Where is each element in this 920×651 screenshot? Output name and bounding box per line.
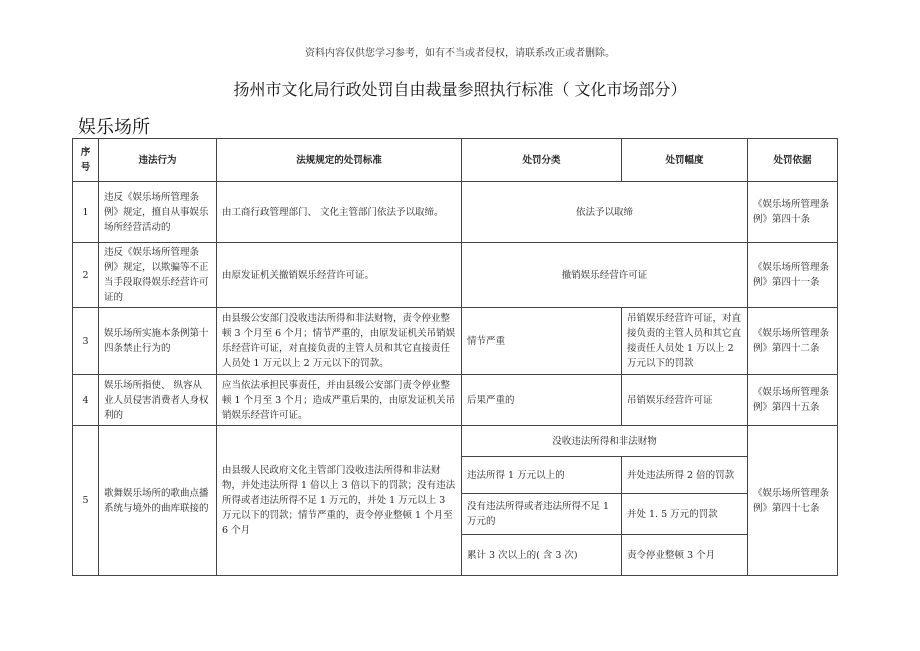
row-no: 5: [73, 426, 99, 576]
table-row: [73, 426, 838, 457]
row-standard: 由县级人民政府文化主管部门没收违法所得和非法财物，并处违法所得 1 倍以上 3 倍以下的罚款；没有违法所得或者违法所得不足 1 万元的，并处 1 万元以上 3 万元以下的罚款；情节严重的，责令停业整顿 1 个月至 6 个月: [217, 426, 462, 576]
document-title: 扬州市文化局行政处罚自由裁量参照执行标准（ 文化市场部分）: [233, 80, 687, 99]
row-category: 后果严重的: [462, 375, 622, 426]
row-standard: 由工商行政管理部门、 文化主管部门依法予以取缔。: [217, 182, 462, 243]
table-row: [73, 243, 838, 308]
row-violation: 违反《娱乐场所管理条例》规定，擅自从事娱乐场所经营活动的: [99, 182, 217, 243]
row-violation: 娱乐场所实施本条例第十四条禁止行为的: [99, 308, 217, 375]
col-header-category: 处罚分类: [462, 139, 622, 182]
row-standard: 由县级公安部门没收违法所得和非法财物，责令停业整顿 3 个月至 6 个月；情节严重的，由原发证机关吊销娱乐经营许可证，对直接负责的主管人员和其它直接责任人员处 1 万元以上 2 万元以下的罚款。: [217, 308, 462, 375]
row-penalty: 撤销娱乐经营许可证: [462, 243, 748, 308]
col-header-basis: 处罚依据: [748, 139, 838, 182]
row-range: 吊销娱乐经营许可证，对直接负责的主管人员和其它直接责任人员处 1 万以上 2 万元以下的罚款: [622, 308, 748, 375]
row-category: 情节严重: [462, 308, 622, 375]
col-header-violation: 违法行为: [99, 139, 217, 182]
disclaimer-text: 资料内容仅供您学习参考，如有不当或者侵权，请联系改正或者删除。: [305, 48, 615, 59]
row-no: 1: [73, 182, 99, 243]
col-header-no: 序号: [73, 139, 99, 182]
row-violation: 娱乐场所指使、 纵容从业人员侵害消费者人身权利的: [99, 375, 217, 426]
row-range: 吊销娱乐经营许可证: [622, 375, 748, 426]
table-row: [73, 375, 838, 426]
row-penalty: 依法予以取缔: [462, 182, 748, 243]
penalty-standards-table: [72, 138, 838, 576]
col-header-range: 处罚幅度: [622, 139, 748, 182]
table-row: [73, 308, 838, 375]
row-basis: 《娱乐场所管理条例》第四十五条: [748, 375, 838, 426]
sub-range: 并处 1. 5 万元的罚款: [622, 494, 748, 535]
row-no: 3: [73, 308, 99, 375]
row-standard: 应当依法承担民事责任，并由县级公安部门责令停业整顿 1 个月至 3 个月；造成严重后果的，由原发证机关吊销娱乐经营许可证。: [217, 375, 462, 426]
row-basis: 《娱乐场所管理条例》第四十一条: [748, 243, 838, 308]
row-sub-header: 没收违法所得和非法财物: [462, 426, 748, 457]
row-standard: 由原发证机关撤销娱乐经营许可证。: [217, 243, 462, 308]
section-title: 娱乐场所: [78, 117, 150, 138]
table-row: [73, 182, 838, 243]
sub-range: 责令停业整顿 3 个月: [622, 535, 748, 576]
sub-range: 并处违法所得 2 倍的罚款: [622, 457, 748, 494]
row-violation: 歌舞娱乐场所的歌曲点播系统与境外的曲库联接的: [99, 426, 217, 576]
row-no: 4: [73, 375, 99, 426]
row-violation: 违反《娱乐场所管理条例》规定，以欺骗等不正当手段取得娱乐经营许可证的: [99, 243, 217, 308]
sub-category: 累计 3 次以上的( 含 3 次): [462, 535, 622, 576]
row-basis: 《娱乐场所管理条例》第四十七条: [748, 426, 838, 576]
row-basis: 《娱乐场所管理条例》第四十二条: [748, 308, 838, 375]
col-header-standard: 法规规定的处罚标准: [217, 139, 462, 182]
sub-category: 违法所得 1 万元以上的: [462, 457, 622, 494]
row-no: 2: [73, 243, 99, 308]
table-header-row: [73, 139, 838, 182]
row-basis: 《娱乐场所管理条例》第四十条: [748, 182, 838, 243]
sub-category: 没有违法所得或者违法所得不足 1 万元的: [462, 494, 622, 535]
